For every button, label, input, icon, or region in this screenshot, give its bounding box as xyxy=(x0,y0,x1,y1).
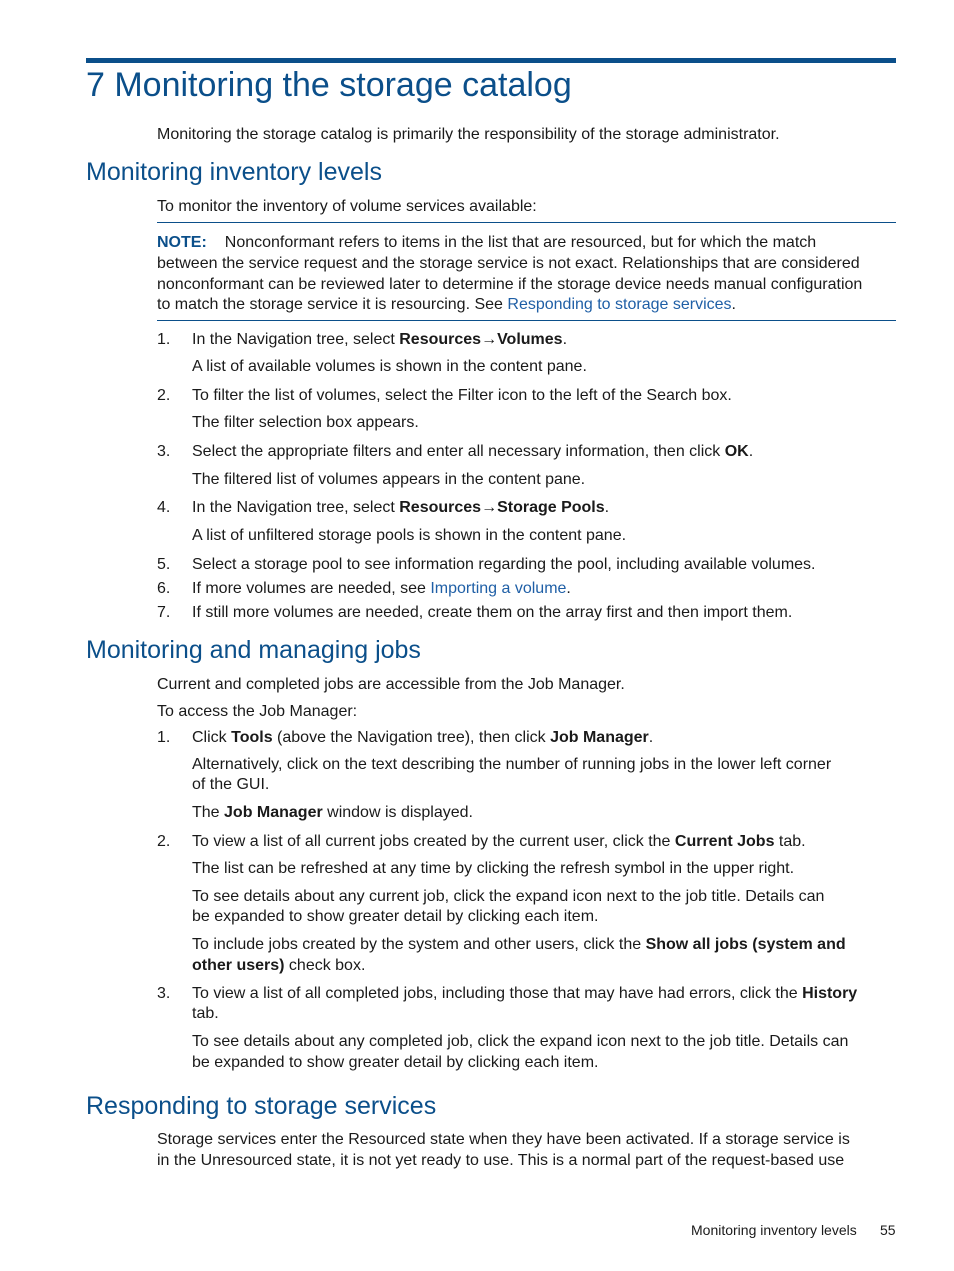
note-line: nonconformant can be reviewed later to determine if the storage device needs manual configuration xyxy=(157,276,863,293)
step-number: 1. xyxy=(157,729,171,746)
step-text: To filter the list of volumes, select the Filter icon to the left of the Search box. xyxy=(192,387,732,404)
step-result: The filter selection box appears. xyxy=(192,414,419,431)
step-number: 4. xyxy=(157,499,171,516)
step-number: 3. xyxy=(157,443,171,460)
paragraph: Current and completed jobs are accessible from the Job Manager. xyxy=(157,676,625,693)
step-text: If still more volumes are needed, create them on the array first and then import them. xyxy=(192,604,793,621)
chapter-intro: Monitoring the storage catalog is primarily the responsibility of the storage administrator. xyxy=(157,126,780,143)
section-lead: To monitor the inventory of volume services available: xyxy=(157,198,537,215)
footer-section-name: Monitoring inventory levels xyxy=(691,1222,857,1238)
step-text: Click Tools (above the Navigation tree), then click Job Manager. xyxy=(192,729,654,746)
step-detail: of the GUI. xyxy=(192,776,270,793)
step-detail: To see details about any current job, click the expand icon next to the job title. Details can xyxy=(192,888,825,905)
note-bottom-rule xyxy=(157,320,896,321)
step-number: 2. xyxy=(157,833,171,850)
step-number: 3. xyxy=(157,985,171,1002)
step-result: A list of available volumes is shown in the content pane. xyxy=(192,358,587,375)
step-text: In the Navigation tree, select Resources→Volumes. xyxy=(192,331,568,348)
step-detail: be expanded to show greater detail by clicking each item. xyxy=(192,908,599,925)
section-title-jobs: Monitoring and managing jobs xyxy=(86,636,421,664)
step-text: Select a storage pool to see information regarding the pool, including available volumes. xyxy=(192,556,816,573)
step-text: To view a list of all completed jobs, including those that may have had errors, click the History xyxy=(192,985,858,1002)
link-responding-to-storage-services[interactable]: Responding to storage services xyxy=(507,296,732,313)
step-result: A list of unfiltered storage pools is shown in the content pane. xyxy=(192,527,627,544)
note-line: between the service request and the storage service is not exact. Relationships that are considered xyxy=(157,255,860,272)
step-number: 6. xyxy=(157,580,171,597)
section-title-inventory: Monitoring inventory levels xyxy=(86,158,382,186)
note-line: NOTE: Nonconformant refers to items in the list that are resourced, but for which the match xyxy=(157,234,817,251)
note-label: NOTE: xyxy=(157,234,207,251)
step-detail: To see details about any completed job, click the expand icon next to the job title. Details can xyxy=(192,1033,849,1050)
paragraph: To access the Job Manager: xyxy=(157,703,358,720)
step-text: To view a list of all current jobs created by the current user, click the Current Jobs tab. xyxy=(192,833,806,850)
step-detail: The list can be refreshed at any time by clicking the refresh symbol in the upper right. xyxy=(192,860,795,877)
chapter-top-rule xyxy=(86,58,896,63)
step-detail: Alternatively, click on the text describing the number of running jobs in the lower left corner xyxy=(192,756,832,773)
step-number: 7. xyxy=(157,604,171,621)
link-importing-a-volume[interactable]: Importing a volume xyxy=(430,580,567,597)
step-detail: other users) check box. xyxy=(192,957,366,974)
step-detail: To include jobs created by the system and other users, click the Show all jobs (system and xyxy=(192,936,846,953)
step-text: If more volumes are needed, see Importing a volume. xyxy=(192,580,571,597)
step-result: The Job Manager window is displayed. xyxy=(192,804,473,821)
chapter-title: 7 Monitoring the storage catalog xyxy=(86,66,572,104)
footer-page-number: 55 xyxy=(880,1222,896,1238)
paragraph: in the Unresourced state, it is not yet ready to use. This is a normal part of the request-based use xyxy=(157,1152,845,1169)
section-title-responding: Responding to storage services xyxy=(86,1092,437,1120)
step-number: 2. xyxy=(157,387,171,404)
step-result: The filtered list of volumes appears in the content pane. xyxy=(192,471,586,488)
step-text: tab. xyxy=(192,1005,219,1022)
step-detail: be expanded to show greater detail by clicking each item. xyxy=(192,1054,599,1071)
step-text: In the Navigation tree, select Resources→Storage Pools. xyxy=(192,499,610,516)
step-number: 1. xyxy=(157,331,171,348)
step-text: Select the appropriate filters and enter all necessary information, then click OK. xyxy=(192,443,754,460)
note-line: to match the storage service it is resourcing. See Responding to storage services. xyxy=(157,296,736,313)
note-top-rule xyxy=(157,222,896,223)
paragraph: Storage services enter the Resourced state when they have been activated. If a storage service is xyxy=(157,1131,850,1148)
step-number: 5. xyxy=(157,556,171,573)
